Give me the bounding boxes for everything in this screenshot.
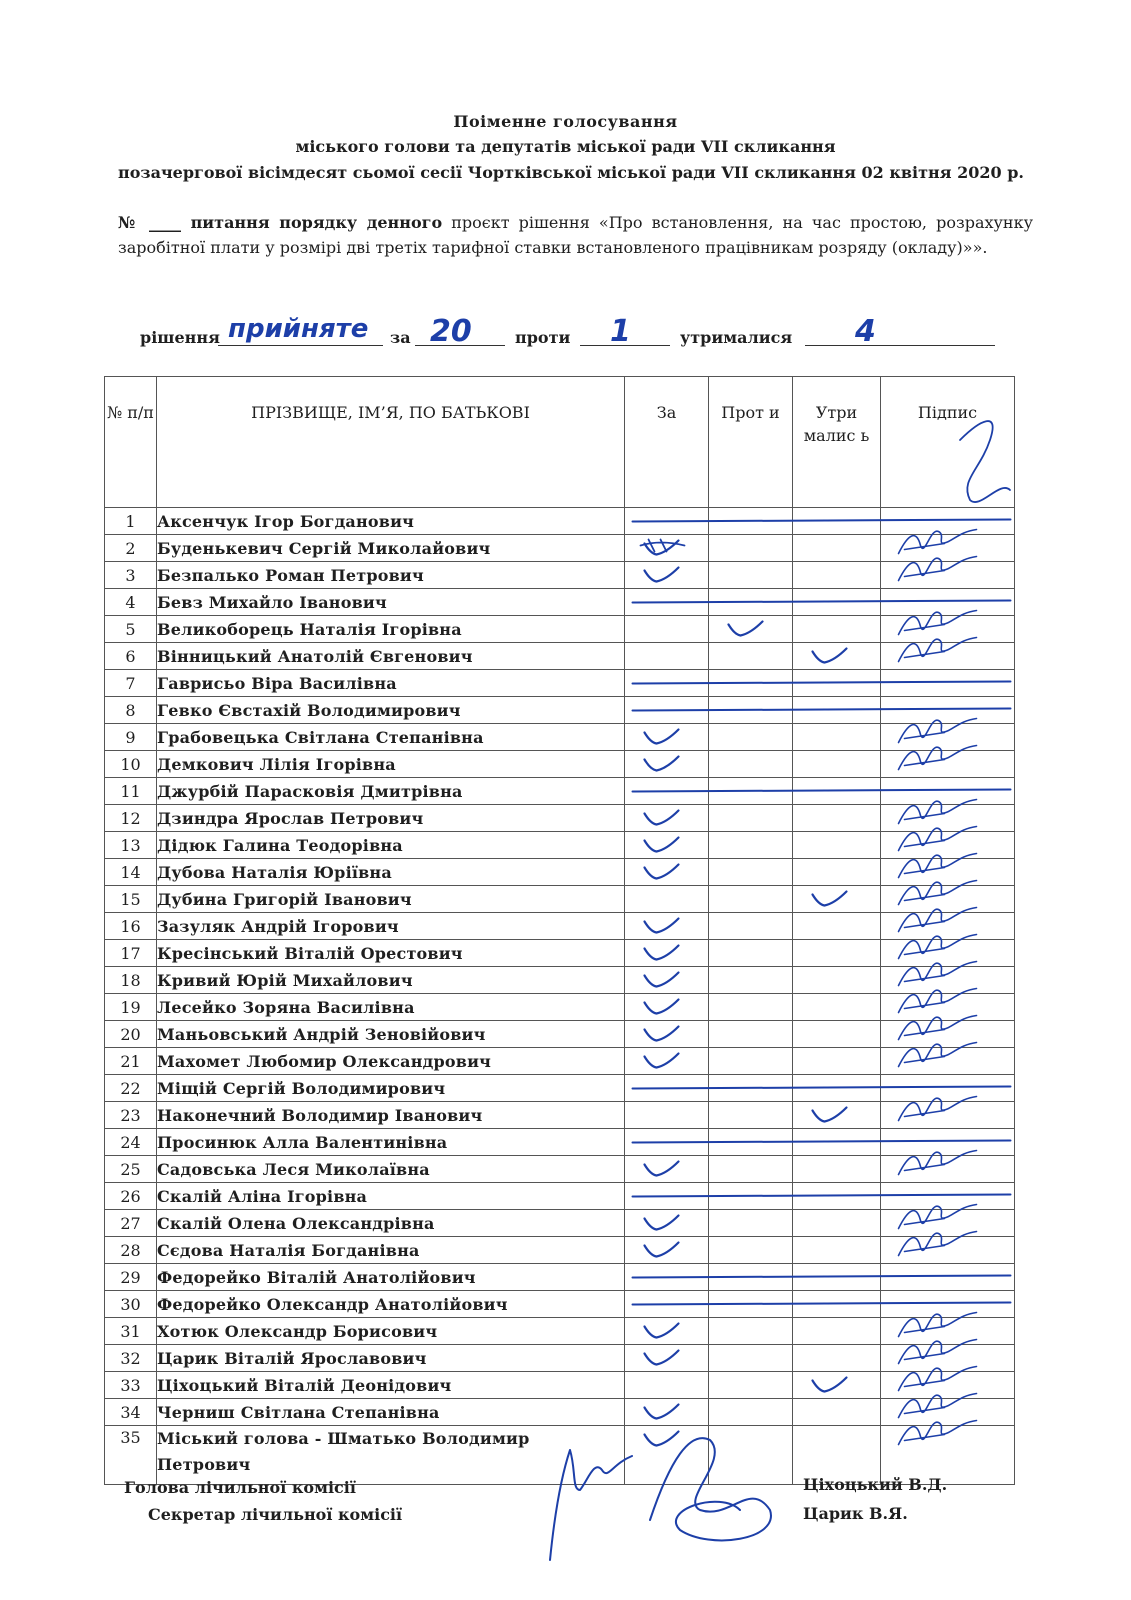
deputy-name: Бевз Михайло Іванович	[157, 589, 625, 616]
deputy-name: Дубина Григорій Іванович	[157, 886, 625, 913]
checkmark-icon	[645, 1027, 679, 1041]
deputy-name: Царик Віталій Ярославович	[157, 1345, 625, 1372]
row-number: 25	[105, 1156, 157, 1183]
row-number: 27	[105, 1210, 157, 1237]
deputy-name: Вінницький Анатолій Євгенович	[157, 643, 625, 670]
checkmark-icon	[645, 1405, 679, 1419]
checkmark-icon	[645, 973, 679, 987]
row-number: 23	[105, 1102, 157, 1129]
abstained-label: утрималися	[680, 328, 793, 347]
signature-scribble	[899, 827, 977, 851]
document-title: Поіменне голосування	[453, 112, 678, 131]
row-number: 28	[105, 1237, 157, 1264]
checkmark-icon	[645, 730, 679, 744]
row-number: 3	[105, 562, 157, 589]
signature-scribble	[899, 962, 977, 986]
chair-label: Голова лічильної комісії	[124, 1478, 356, 1497]
secretary-signature	[650, 1438, 771, 1540]
signature-scribble	[899, 611, 977, 635]
deputy-name: Просинюк Алла Валентинівна	[157, 1129, 625, 1156]
checkmark-icon	[645, 1243, 679, 1257]
deputy-name: Хотюк Олександр Борисович	[157, 1318, 625, 1345]
row-number: 8	[105, 697, 157, 724]
deputy-name: Федорейко Віталій Анатолійович	[157, 1264, 625, 1291]
signature-scribble	[899, 908, 977, 932]
deputy-name: Черниш Світлана Степанівна	[157, 1399, 625, 1426]
signature-scribble	[899, 719, 977, 743]
checkmark-icon	[813, 1108, 847, 1122]
against-value: 1	[610, 314, 631, 349]
for-value: 20	[430, 314, 472, 349]
checkmark-icon	[813, 892, 847, 906]
deputy-name: Наконечний Володимир Іванович	[157, 1102, 625, 1129]
deputy-name: Скалій Олена Олександрівна	[157, 1210, 625, 1237]
chair-name: Ціхоцький В.Д.	[803, 1475, 948, 1494]
signature-scribble	[899, 854, 977, 878]
checkmark-icon	[645, 811, 679, 825]
row-number: 9	[105, 724, 157, 751]
signature-scribble	[899, 800, 977, 824]
checkmark-icon	[645, 946, 679, 960]
row-number: 2	[105, 535, 157, 562]
deputy-name: Кресінський Віталій Орестович	[157, 940, 625, 967]
row-number: 31	[105, 1318, 157, 1345]
row-number: 5	[105, 616, 157, 643]
deputy-name: Буденькевич Сергій Миколайович	[157, 535, 625, 562]
deputy-name: Маньовський Андрій Зеновійович	[157, 1021, 625, 1048]
checkmark-icon	[645, 1351, 679, 1365]
session-line: позачергової вісімдесят сьомої сесії Чортківської міської ради VII скликання 02 квітня 2020 р.	[118, 163, 1024, 182]
signature-scribble	[899, 530, 977, 554]
row-number: 17	[105, 940, 157, 967]
row-number: 4	[105, 589, 157, 616]
signature-scribble	[899, 1394, 977, 1418]
signature-scribble	[899, 638, 977, 662]
decision-value: прийняте	[228, 314, 369, 344]
signature-scribble	[899, 1016, 977, 1040]
checkmark-icon	[645, 1054, 679, 1068]
deputy-name: Зазуляк Андрій Ігорович	[157, 913, 625, 940]
row-number: 12	[105, 805, 157, 832]
row-number: 14	[105, 859, 157, 886]
absent-dash-line	[633, 1195, 1011, 1197]
deputy-name: Дідюк Галина Теодорівна	[157, 832, 625, 859]
deputy-name: Скалій Аліна Ігорівна	[157, 1183, 625, 1210]
checkmark-icon	[645, 1000, 679, 1014]
row-number: 6	[105, 643, 157, 670]
document-subtitle: міського голови та депутатів міської ради VII скликання	[295, 137, 836, 156]
absent-dash-line	[633, 1087, 1011, 1089]
checkmark-icon	[729, 622, 763, 636]
row-number: 10	[105, 751, 157, 778]
header-num: № п/п	[105, 377, 157, 508]
row-number: 19	[105, 994, 157, 1021]
signature-scribble	[899, 989, 977, 1013]
deputy-name: Дубова Наталія Юріївна	[157, 859, 625, 886]
row-number: 35	[105, 1426, 157, 1485]
checkmark-icon	[645, 1216, 679, 1230]
row-number: 1	[105, 508, 157, 535]
row-number: 33	[105, 1372, 157, 1399]
absent-dash-line	[633, 1141, 1011, 1143]
secretary-name: Царик В.Я.	[803, 1504, 908, 1523]
row-number: 18	[105, 967, 157, 994]
agenda-prefix: № ____ питання порядку денного	[118, 213, 443, 232]
header-against: Прот и	[709, 377, 793, 508]
checkmark-icon	[645, 1324, 679, 1338]
signature-scribble	[899, 1205, 977, 1229]
row-number: 30	[105, 1291, 157, 1318]
agenda-text: проєкт рішення «Про встановлення, на час простою, розрахунку заробітної плати у розмірі дві третіх тарифної ставки встановленого працівникам розряду (окладу)»».	[118, 213, 1034, 257]
absent-dash-line	[633, 790, 1011, 792]
checkmark-icon	[645, 1162, 679, 1176]
deputy-name: Безпалько Роман Петрович	[157, 562, 625, 589]
deputy-name: Лесейко Зоряна Василівна	[157, 994, 625, 1021]
deputy-name: Сєдова Наталія Богданівна	[157, 1237, 625, 1264]
checkmark-icon	[813, 1378, 847, 1392]
signature-scribble	[899, 1421, 977, 1445]
row-number: 24	[105, 1129, 157, 1156]
row-number: 20	[105, 1021, 157, 1048]
row-number: 29	[105, 1264, 157, 1291]
deputy-name: Дзиндра Ярослав Петрович	[157, 805, 625, 832]
checkmark-icon	[645, 568, 679, 582]
row-number: 21	[105, 1048, 157, 1075]
deputy-name: Грабовецька Світлана Степанівна	[157, 724, 625, 751]
signature-scribble	[899, 1313, 977, 1337]
against-label: проти	[515, 328, 571, 347]
abstained-value: 4	[855, 314, 876, 349]
checkmark-icon	[645, 757, 679, 771]
deputy-name: Ціхоцький Віталій Деонідович	[157, 1372, 625, 1399]
row-number: 34	[105, 1399, 157, 1426]
checkmark-icon	[645, 865, 679, 879]
absent-dash-line	[633, 520, 1011, 522]
row-number: 22	[105, 1075, 157, 1102]
deputy-name: Джурбій Парасковія Дмитрівна	[157, 778, 625, 805]
header-flourish	[960, 421, 1010, 502]
row-number: 11	[105, 778, 157, 805]
deputy-name: Аксенчук Ігор Богданович	[157, 508, 625, 535]
deputy-name: Кривий Юрій Михайлович	[157, 967, 625, 994]
row-number: 26	[105, 1183, 157, 1210]
row-number: 13	[105, 832, 157, 859]
row-number: 15	[105, 886, 157, 913]
deputy-name: Демкович Лілія Ігорівна	[157, 751, 625, 778]
chair-signature	[550, 1450, 632, 1560]
signature-scribble	[899, 935, 977, 959]
header-for: За	[625, 377, 709, 508]
signature-scribble	[899, 557, 977, 581]
absent-dash-line	[633, 682, 1011, 684]
absent-dash-line	[633, 1276, 1011, 1278]
header-abstained: Утри малис ь	[793, 377, 881, 508]
checkmark-icon	[645, 838, 679, 852]
absent-dash-line	[633, 1303, 1011, 1305]
absent-dash-line	[633, 601, 1011, 603]
deputy-name: Махомет Любомир Олександрович	[157, 1048, 625, 1075]
signature-scribble	[899, 881, 977, 905]
signature-scribble	[899, 1043, 977, 1067]
decision-label: рішення	[140, 328, 220, 347]
signature-scribble	[899, 1097, 977, 1121]
row-number: 7	[105, 670, 157, 697]
deputy-name: Гевко Євстахій Володимирович	[157, 697, 625, 724]
header-signature: Підпис	[881, 377, 1015, 508]
checkmark-icon	[813, 649, 847, 663]
header-name: ПРІЗВИЩЕ, ІМ’Я, ПО БАТЬКОВІ	[157, 377, 625, 508]
secretary-label: Секретар лічильної комісії	[148, 1505, 403, 1524]
signature-scribble	[899, 1232, 977, 1256]
checkmark-icon	[645, 1432, 679, 1446]
row-number: 16	[105, 913, 157, 940]
signature-scribble	[899, 746, 977, 770]
absent-dash-line	[633, 709, 1011, 711]
checkmark-icon	[645, 919, 679, 933]
signature-scribble	[899, 1340, 977, 1364]
deputy-name: Великоборець Наталія Ігорівна	[157, 616, 625, 643]
deputy-name: Міський голова - Шматько Володимир Петрович	[157, 1426, 625, 1485]
signature-scribble	[899, 1151, 977, 1175]
row-number: 32	[105, 1345, 157, 1372]
deputy-name: Міщій Сергій Володимирович	[157, 1075, 625, 1102]
signature-scribble	[899, 1367, 977, 1391]
deputy-name: Садовська Леся Миколаївна	[157, 1156, 625, 1183]
deputy-name: Гаврисьо Віра Василівна	[157, 670, 625, 697]
for-label: за	[390, 328, 411, 347]
deputy-name: Федорейко Олександр Анатолійович	[157, 1291, 625, 1318]
